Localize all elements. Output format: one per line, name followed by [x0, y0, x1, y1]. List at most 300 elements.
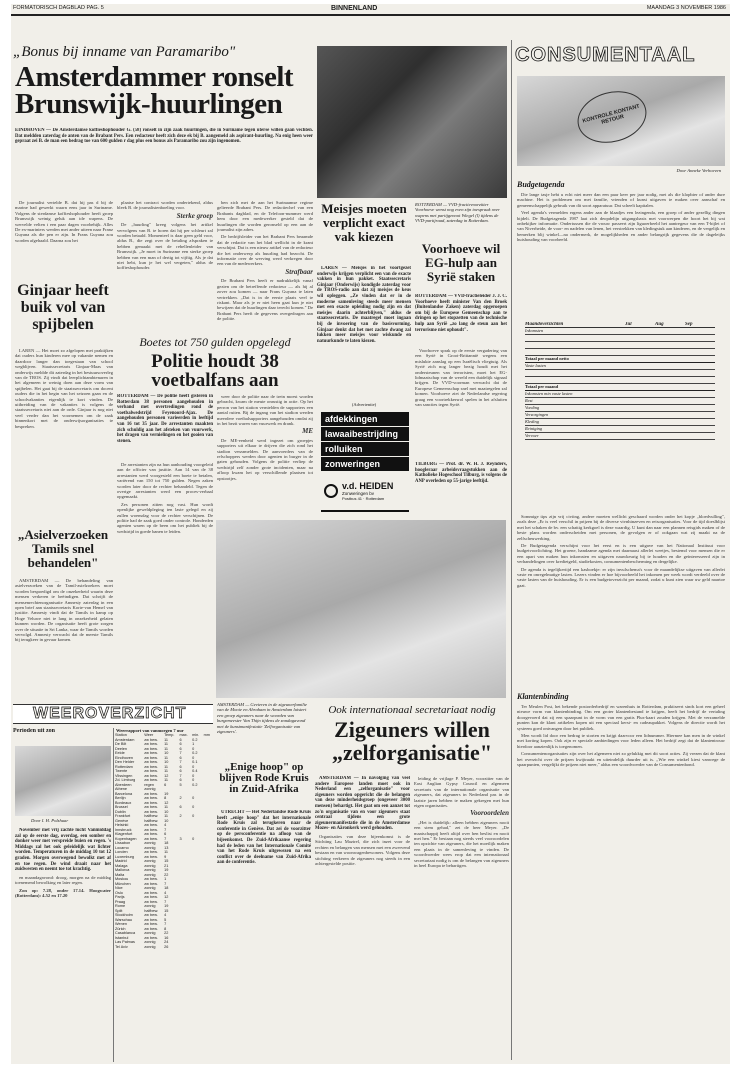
- heiden-advertisement[interactable]: [321, 412, 409, 512]
- weather-table-cell: Warschau: [115, 917, 132, 922]
- weather-table: [114, 733, 213, 949]
- weather-table-cell: 2: [179, 814, 182, 818]
- consumentaal-body2: [517, 514, 725, 692]
- lead-subhead-sterke: Sterke groep: [176, 211, 213, 220]
- weather-table-cell: Mallorca: [115, 868, 130, 872]
- consumentaal-text: Veel agenda's vermelden ergens ander aan de blaadjes een lezingenda, een groep of ander gezellig dingen bijdelt. De Budgetagenda 1987 laat zich deopdelijn uitgangsbasis met voorwerpen die hoort het bij wat onbekijker informatie. Ondertussen die de vrouw passeert zijn liguoerbeeld het aantregeur van een T-bijlet of van Niverheide, de voor- en nadelen van lenen, het verstrekken van kledingstuk aan kinderen, en de vergelijk en bemerken blij winkel—na ondermerk, de mogelijkheden en ander belangrijk gegevens die de dageleijks huishouding van voorbeeld.: [517, 210, 725, 243]
- form-row-total: Totaal per maand: [525, 384, 715, 391]
- weather-table-cell: regen: [144, 782, 154, 787]
- ad-address: Postbus 41 · Rotterdam: [342, 496, 385, 501]
- voorhoeve-text: Voorhoeve sprak op de eerste vergadering van een Syrië in Groot-Brittannië wegens een mislukte aanslag op een Israëlisch vliegtuig. Als Syrië zich nog langer bezig houdt met het ondersteunen van terroristen, moet het EG-lidmaatschap van de wereld een duidelijk signaal krijgen. De VVD-voorman verwacht dat de Europese Gemeenschap snel met maatregelen zal komen. Voorhoeve ziet de Nederlandse regering graag een voortrekkersrol spelen in het afsluiten van sancties tegen Syrië.: [415, 348, 507, 408]
- weather-table-cell: zw bew.: [144, 800, 158, 805]
- weather-table-cell: zonnig: [144, 845, 156, 850]
- weather-table-cell: 8: [164, 926, 167, 931]
- ad-label: (Advertentie): [351, 402, 377, 407]
- weather-table-cell: Genève: [115, 818, 129, 823]
- weather-banner: WEEROVERZICHT: [33, 705, 187, 722]
- weather-table-cell: 0.2: [192, 782, 198, 787]
- meisjes-text: LAREN — Meisjes in het voortgezet onderwijs krijgen verplicht een van de exacte vakken in hun pakket. Staatssecretaris Ginjaar (Onderwijs) kondigde zaterdag voor de TROS-radio aan dat zij meisjes de keus wil opleggen. „Ze vinden dat er in de moderne samenleving steeds meer mensen met een exacte opleiding nodig zijn en dat meisjes daarin achterblijven," aldus de staatssecretaris. De maatregel moet ingaan bij de invoering van de basisvorming. Ginjaar denkt dat het met zachte dwang zal lukken meer meisjes voor wiskunde en natuurkunde te laten kiezen.: [317, 266, 411, 344]
- weather-table-cell: Las Palmas: [115, 940, 135, 944]
- lead-body-p6: De Brabant Pers heeft er nadrukkelijk vanaf gezien om de betreffende redacteur — als hij al zover zou komen — naar Frans Guyana te laten vertrekken. „Dat is in de eerste plaats veel te riskant. Maar als je er niet heen gaat kun je niet bewijzen dat de huurlingen daar terecht komen." De Brabant Pers heeft de gegevens overgedragen aan de politie.: [217, 278, 313, 322]
- weather-table-cell: Deelen: [115, 746, 128, 751]
- weather-table-cell: 0: [192, 778, 195, 782]
- meisjes-headline-box: [317, 202, 411, 264]
- consumentaal-body1: [517, 192, 725, 302]
- politie-intro: ROTTERDAM — De politie heeft gisteren in Rotterdam 38 personen aangehouden in verband met overtredingen rond de voetbalwedstrijd Feyenoord-Ajax. De aangehouden personen varieerden in leeftijd van 16 tot 35 jaar. De arrestanten maakten zich schuldig aan het afsteken van vuurwerk, het dragen van vernielingen en het gooien van stenen.: [117, 394, 213, 444]
- weather-table-cell: zw bew.: [144, 778, 158, 782]
- weather-table-cell: 0: [192, 764, 195, 769]
- lead-intro: EINDHOVEN — De Amsterdamse koffieshophouder G. (58) ronselt in zijn zaak huurlingen, die in Suriname tegen uterse willen gaan vechten. Dat meldden zaterdag de anten van de Brabant Pers. Een redacteur heeft zich deze ek bij B. aangemeld als aspirant-huurling. Na enig heen weer gepraat zei B. de man een bedrag toe van 600 gulden r dag plus een bonus als Paramaribo zou zijn ingenomen.: [15, 128, 313, 145]
- consumentaal-byline: Door Anneke Verhoeven: [676, 168, 721, 173]
- voorhoeve-intro: ROTTERDAM — VVD-fractieleider J. J. C. Voorhoeve heeft minister Van den Broek (Buitenlandse Zaken) zaterdag opgeroepen om bij de Europese Gemeenschap aan te dringen op het stopzetten van de technische hulp aan Syrië „zo lang de steun aan het terrorisme niet ophoudt".: [415, 294, 507, 333]
- weather-table-cell: zw bew.: [144, 935, 158, 940]
- gijnaar-text: LAREN — Het moet zo afgelopen met praktijken dat ouders hun kinderen mee op vakantie nemen en daardoor langer dan toegestaan van school wegblijven. Staatssecretaris Ginjaar-Maas van onderwijs meldde dit zaterdag in het bestuursoverleg van de TROS. Zij vindt dat leerplichtambtenaren in het algemeen te weinig doen aan deze vorm van spijbelen. Het gaat bij de staatssecretaris om docent ouders die in het begin van het seizoen gaan en de schoolvakanties eigenlijk te kort vinden. De uitbreiding van de vakanties is volgens de staatssecretaris niet aan de orde. Ginjaar is nog niet veel verder dan het voornemen om de zaak binnenkort met de onderwijsorganisaties te bespreken.: [15, 348, 113, 429]
- asiel-body: [15, 578, 113, 696]
- weather-forecast: [15, 828, 111, 988]
- weather-table-head-cell: min.: [192, 733, 200, 737]
- weather-table-cell: Klagenfurt: [115, 832, 133, 836]
- meisjes-headline: Meisjes moeten verplicht exact vak kiezen: [321, 202, 407, 244]
- weather-table-cell: zw bew.: [144, 881, 158, 886]
- consumentaal-body3: [517, 704, 725, 1056]
- weather-table-cell: 7: [164, 827, 167, 832]
- weather-table-cell: 12: [164, 895, 169, 899]
- zigeuners-kicker: Ook internationaal secretariaat nodig: [328, 704, 496, 716]
- weather-table-cell: 12: [164, 800, 169, 805]
- weather-table-cell: zonnig: [144, 944, 156, 949]
- politie-body-p1: De arrestanten zijn na hun aanhouding voorgeleid aan de officier van justitie. Aan 14 van de 38 arrestanten werd voorgesteld een boete te betalen, variërend van 150 tot 750 gulden. Negen zaken worden later door de rechter behandeld. Tegen de overige arrestanten werd een proces-verbaal opgemaakt.: [117, 462, 213, 500]
- lead-body-p2: plaatse het contract worden ondertekend, aldus bleek B. de journalistenboeling voor.: [117, 200, 213, 211]
- voorhoeve-headline-box: [415, 242, 507, 290]
- weather-table-cell: 11: [164, 805, 169, 809]
- meisjes-body: [317, 266, 411, 398]
- weather-table-cell: 18: [164, 841, 169, 845]
- politie-body-p3: weer door de politie naar de trein moest worden gebracht, kwam de meute onrustig in actie. Op het perron van het station vernielden de supporters een aantal ruiten. Bij de ingang van het stadion werden meerdere voetbalsupporters aangehouden omdat zij in het bezit waren van vuurwerk en drank.: [217, 394, 313, 427]
- zigeuners-kicker-box: [315, 702, 509, 716]
- weather-table-cell: De Bilt: [115, 742, 127, 746]
- weather-table-cell: zw bew.: [144, 742, 158, 746]
- consumentaal-banner: CONSUMENTAAL: [515, 44, 696, 66]
- weather-table-cell: zonnig: [144, 904, 156, 908]
- politie-kicker: Boetes tot 750 gulden opgelegd: [139, 335, 291, 349]
- weather-table-cell: zonnig: [144, 931, 156, 935]
- weather-table-cell: 0: [192, 836, 195, 841]
- weather-table-cell: zw bew.: [144, 890, 158, 895]
- weather-table-cell: München: [115, 881, 131, 886]
- weather-table-cell: 6: [164, 782, 167, 787]
- zigeuners-photo-caption: AMSTERDAM — Gevieren in de zigeunerfamilie van de Mooie en Abraham in Amsterdam luistert een groep zigeuners naar de woorden van burgemeester Van Thijn tijdens de zondagavond met de kunstmanifestatie 'Zelforganisatie van zigeuners'.: [217, 702, 308, 735]
- ad-company: v.d. HEIDEN: [342, 481, 394, 491]
- weather-table-cell: zw bew.: [144, 773, 158, 778]
- weather-table-cell: zonnig: [144, 886, 156, 890]
- weather-table-cell: zonnig: [144, 841, 156, 845]
- politie-subhead-me: ME: [302, 427, 313, 436]
- weather-table-head-cell: mm: [203, 733, 210, 737]
- weather-table-cell: zw bew.: [144, 823, 158, 827]
- weather-table-cell: 0: [192, 796, 195, 800]
- rodekruis-headline-box: [217, 762, 311, 806]
- header-section: BINNENLAND: [331, 5, 378, 12]
- header-rule: [11, 14, 730, 16]
- weather-table-cell: zonnig: [144, 863, 156, 868]
- weather-table-cell: 6: [179, 769, 182, 773]
- ad-item-lawaai: [321, 427, 409, 442]
- weather-table-cell: 0: [192, 755, 195, 760]
- weather-table-cell: 22: [164, 872, 169, 877]
- ad-item-rolluiken: [321, 442, 409, 457]
- weather-banner-box: [13, 704, 213, 724]
- weather-table-cell: Kopenhagen: [115, 836, 137, 841]
- zigeuners-body-col2: [414, 776, 509, 1060]
- rodekruis-body: [217, 810, 311, 1060]
- form-row: [525, 349, 715, 356]
- weather-table-cell: Stockholm: [115, 913, 133, 917]
- weather-table-body: [114, 738, 213, 950]
- weather-table-cell: 16: [164, 935, 169, 940]
- form-row: Vaste lasten: [525, 363, 715, 370]
- weather-table-cell: Eindhoven: [115, 755, 133, 760]
- weather-table-cell: zw bew.: [144, 850, 158, 854]
- weather-table-cell: zw bew.: [144, 769, 158, 773]
- budget-form: [525, 322, 715, 480]
- weather-table-head-cell: Temp.: [164, 733, 175, 737]
- newspaper-page: [11, 4, 730, 1064]
- stamp-icon: KONTROLE KONTANT RETOUR: [572, 84, 653, 150]
- form-row: Rest: [525, 398, 715, 405]
- gijnaar-body: [15, 348, 113, 526]
- weather-report-title: Weerrapport van vanmorgen 7 uur: [116, 728, 184, 733]
- weather-table-cell: 19: [164, 904, 169, 908]
- weather-table-cell: halfbew.: [144, 818, 159, 823]
- weather-table-cell: Oslo: [115, 890, 123, 895]
- weather-table-cell: zw bew.: [144, 746, 158, 751]
- form-row: [525, 342, 715, 349]
- lead-body-col3: [217, 200, 313, 330]
- weather-table-cell: 6: [179, 737, 182, 742]
- weather-table-cell: zw bew.: [144, 922, 158, 926]
- weather-table-cell: 4: [164, 890, 167, 895]
- weather-table-cell: Split: [115, 908, 123, 913]
- weather-table-cell: 24: [164, 940, 169, 944]
- weather-table-cell: [178, 945, 191, 950]
- weather-table-cell: Zürich: [115, 926, 126, 931]
- ad-footer: [321, 472, 409, 510]
- weather-table-cell: 10: [164, 751, 169, 755]
- weather-table-cell: 10: [164, 818, 169, 823]
- weather-table-cell: 4: [164, 913, 167, 917]
- weather-table-head-cell: Weer: [144, 733, 154, 737]
- weather-table-cell: 3: [179, 836, 182, 841]
- weather-table-cell: zw bew.: [144, 895, 158, 899]
- klantenbinding-subhead: Klantenbinding: [517, 692, 569, 701]
- weather-table-cell: Helsinki: [115, 823, 129, 827]
- zigeuners-intro: AMSTERDAM — In navolging van veel andere Europese landen moet ook in Nederland een „zelforganisatie" voor zigeuners worden opgericht die de belangen van deze minderheidsgroep (ongeveer 3000 mensen) behartigt. Het gaat om een aanzet tot zo'n organisatie van en voor zigeuners staat centraal tijdens een grote zigeunermanifestatie die in de Amsterdamse Mozes- en Aäronkerk werd gehouden.: [315, 776, 410, 832]
- weather-table-cell: 11: [164, 769, 169, 773]
- weather-table-cell: 22: [164, 931, 169, 935]
- weather-table-cell: 26: [164, 944, 169, 949]
- weather-table-cell: Nice: [115, 886, 123, 890]
- weather-sun: Zon op: 7.28, onder 17.14. Hoogwater (Rotterdam): 4.52 en 17.20: [15, 887, 111, 898]
- weather-table-cell: 5: [164, 917, 167, 922]
- weather-table-cell: 11: [164, 742, 169, 746]
- weather-table-cell: zw bew.: [144, 764, 158, 769]
- lead-headline: Amsterdammer ronselt Brunswijk-huurlingen: [15, 64, 294, 120]
- weather-table-cell: zonnig: [144, 872, 156, 877]
- politie-kicker-box: [115, 334, 315, 350]
- form-row: Kleding: [525, 419, 715, 426]
- weather-table-cell: Locarno: [115, 845, 129, 850]
- consumentaal-p2: Sommige tips zijn vrij civiing, andere moeten wellicht geschaard worden onder het kopje „bloedvulling", zoals deze „Er is veel verschil in prijzen bij de diverse vivnhinzeven en reisorganisaties. Voor de tijd doeslblijst met het schaken de bv. een schattig kerkgoel is deze waardig. U kunt dan naar een plannen reisgids maken of de beste plans worden onderscheiden met personen, de gevolgen er of ookgaan wat zij maakt na de zelfscheuwerking.: [517, 514, 725, 541]
- zigeuners-body-col1: [315, 776, 410, 1060]
- lead-subhead-strafbaar: Strafbaar: [285, 267, 313, 276]
- consumentaal-p5: Ter Meulen Post, het bekende postorderbedrijf en warenhuis in Rotterdam, praktiseert sinds kort een geheel nieuwe vorm van klantenbinding. Om een groter klantenbestand te krijgen, heeft het bedrijf de vertaling doorgevoerd dat zij een spaarpunt in de vorm van een gratis Plus-kaart zouden krijgen. Met de verzamelde punten kan de klant artikelen kopen uit een speciaal kerst- en cadeaupakket. Volgens de directie wordt het systeem goed ontvangen door het publiek.: [517, 704, 725, 731]
- weather-table-cell: Vlissingen: [115, 773, 133, 778]
- weather-table-cell: 11: [164, 737, 169, 742]
- form-header-month: Aug: [655, 322, 664, 327]
- form-header-month: Jul: [625, 322, 632, 327]
- weather-table-cell: Rotterdam: [115, 764, 133, 769]
- form-row-total: Totaal per maand netto: [525, 356, 715, 363]
- weather-table-head-cell: max.: [179, 733, 188, 737]
- klantenbinding-subhead-box: [517, 692, 725, 704]
- weather-table-cell: Frankfurt: [115, 814, 131, 818]
- weather-table-cell: 10: [164, 809, 169, 814]
- consumentaal-p3: De Budgetagenda verschijnt voor het eerst en is een uitgave van het Nationaal Instituut voor budgetvoorlichting. Het groene, handzame agenda met daarnaast allerlei weetjes, bestemd voor mensen die er een apart van maken hun inkomsten en uitgaven nauwkeurig bij te houden en die geïnteresseerd zijn in verhandelingen over kredietgeld, studiekosten, consumentenbescherming en dergelijke.: [517, 543, 725, 565]
- voorhoeve-body: [415, 348, 507, 458]
- weather-table-cell: 6: [164, 832, 167, 836]
- weather-table-cell: zonnig: [144, 859, 156, 863]
- weather-table-cell: Twente: [115, 769, 128, 773]
- asiel-text: AMSTERDAM — De behandeling van asielverzoeken van de Tamil-asielzoekers moet worden bespoedigd om de onzekerheid waarin deze mensen verkeren te beëindigen. Dat schrijft de mensenrechtenorganisatie Amnesty zaterdag in een open brief aan staatssecretaris Korte-van Hemel van justitie. Amnesty vindt dat de Tamils in kamp op Hoge Veluwe niet te lang in onzekerheid gelaten kunnen worden. De organisatie heeft grote zorgen over de situatie in Sri Lanka, waar de Tamils worden vervolgd. Amnesty verwacht dat de meeste Tamils bij terugkeer in gevaar komen.: [15, 578, 113, 643]
- weather-table-cell: Malaga: [115, 863, 128, 868]
- weather-table-cell: zw bew.: [144, 854, 158, 859]
- weather-table-cell: 0.2: [192, 737, 198, 742]
- zigeuners-photo: [216, 520, 506, 698]
- weather-table-cell: Luxemburg: [115, 854, 134, 859]
- weather-table-cell: 11: [164, 755, 169, 760]
- politie-body-p4: De ME-eenheid werd ingezet om groepjes supporters uit elkaar te drijven die zich rond het stadion verzamelden. De aanvoerders van de relschoppers werden door agenten in burger in de gaten gehouden. Volgens de politie verliep de wedstrijd zelf zonder grote incidenten, maar na afloop kwam het op verschillende plaatsen tot opstootjes.: [217, 437, 313, 481]
- weather-table-cell: 11: [164, 764, 169, 769]
- form-row: Verzorgingen: [525, 412, 715, 419]
- weather-table-cell: 2: [179, 796, 182, 800]
- weather-table-cell: 7: [179, 751, 182, 755]
- weather-table-cell: Dublin: [115, 809, 126, 814]
- weather-table-cell: 21: [164, 863, 169, 868]
- weather-table-cell: 0: [192, 814, 195, 818]
- lead-body-p5: De bedrijfsleider van het Brabant Pers beaamde dat de redactie van het blad wellicht in de krant verschijnt. Dat is een nieuw artikel van de redacteur die het onderwerp als huurling had bezocht. De informatie over de werving werd verkregen door een van de medewerkers.: [217, 234, 313, 267]
- weather-table-cell: zw bew.: [144, 751, 158, 755]
- form-row: Inkomsten: [525, 328, 715, 335]
- weather-table-cell: Londen: [115, 850, 128, 854]
- weather-table-cell: 0.1: [192, 760, 198, 764]
- weather-table-cell: halfbew.: [144, 908, 159, 913]
- politie-headline: Politie houdt 38 voetbalfans aan: [151, 352, 279, 390]
- weather-table-cell: 0: [192, 805, 195, 809]
- weather-table-cell: 7: [164, 922, 167, 926]
- politie-body-p2: Zes personen zitten nog vast. Hun wordt openlijke geweldpleging ten laste gelegd en zij zullen woensdag voor de rechter verschijnen. De politie had de zaak goed onder controle. Honderden agenten waren op de been om het publiek bij de wedstrijd in goede banen te leiden.: [117, 501, 213, 534]
- lead-kicker: „Bonus bij inname van Paramaribo": [13, 44, 236, 60]
- weather-table-cell: halfbew.: [144, 814, 159, 818]
- weather-table-cell: zw bew.: [144, 737, 158, 742]
- form-row: [525, 335, 715, 342]
- weather-table-cell: 6: [179, 755, 182, 760]
- lead-body-p4: ben zich met de aan het Surinaamse regime gelieerde Brabant Pers. De redactiechef van een Brabants dagblad, en de Telefoon-nummer werd hem door een medewerker gesteld dat de huurlingen die worden geronseld op een aan de journalist zijn adres.: [217, 200, 313, 233]
- budgetagenda-subhead: Budgetagenda: [517, 180, 565, 189]
- consumentaal-banner-box: [515, 44, 729, 74]
- weather-table-cell: zw bew.: [144, 796, 158, 800]
- weather-table-head-cell: Station: [115, 733, 127, 737]
- consumentaal-p4: De agenda is tegelijkertijd een kasboekje: er zijn invulschema's voor de maandelijkse uitgaven van allerlei vaste en onregelmatige lasten. Lezers vinden er hoe bijvoorbeeld het inkomen per week wordt verdeeld over de vaste lasten van de huishouding. Er is een budgetoverzicht per maand, zodat u kunt zien waar uw geld naartoe gaat.: [517, 566, 725, 588]
- weather-table-cell: 9: [164, 854, 167, 859]
- weather-table-cell: Lissabon: [115, 841, 131, 845]
- gijnaar-headline: Ginjaar heeft buik vol van spijbelen: [17, 282, 109, 333]
- zigeuners-headline: Zigeuners willen „zelforganisatie": [331, 718, 493, 765]
- weather-table-cell: zw bew.: [144, 917, 158, 922]
- weather-table-cell: 7: [164, 899, 167, 904]
- weather-table-cell: zw bew.: [144, 809, 158, 814]
- weather-table-cell: 7: [164, 836, 167, 841]
- ad-item-afdekkingen: [321, 412, 409, 427]
- weather-table-cell: 7: [179, 773, 182, 778]
- weather-table-cell: 1: [164, 877, 167, 881]
- weather-table-cell: 4: [164, 823, 167, 827]
- lead-body-col1: [15, 200, 113, 280]
- form-row: Voeding: [525, 405, 715, 412]
- weather-table-cell: Istanbul: [115, 935, 129, 940]
- weather-table-cell: 19: [164, 868, 169, 872]
- weather-forecast-text: November met vrij zachte lucht Vanmiddag zal op de eerste dag, overdag, een somber en donker weer met verspreide buien en regen. 's Middags zal het ook geleidelijk wat lichter worden. Temperaturen in de middag 10 tot 12 graden. Morgen overwegend bewolkt met af en toe regen. De wind draait naar het zuidwesten en neemt toe tot krachtig.: [15, 828, 111, 873]
- weather-table-cell: zonnig: [144, 868, 156, 872]
- weather-table-cell: zw bew.: [144, 832, 158, 836]
- weather-left-title: Perioden uit zon: [13, 728, 55, 734]
- weather-table-cell: 0: [192, 746, 195, 751]
- weather-table-cell: 12: [164, 773, 169, 778]
- weather-table-cell: [191, 945, 202, 950]
- zigeuners-subhead: Vooroordelen: [470, 809, 509, 818]
- ad-item-zonweringen: [321, 457, 409, 472]
- page-header: [11, 4, 730, 18]
- weather-table-cell: Casablanca: [115, 931, 136, 935]
- ad-item-label: afdekkingen: [325, 414, 378, 424]
- weather-table-cell: 11: [164, 778, 169, 782]
- form-row: [525, 370, 715, 377]
- weather-table-cell: Rome: [115, 904, 126, 908]
- ad-subtitle: Zonweringen bv: [342, 491, 375, 496]
- zigeuners-p4: „Het is duidelijk: alleen hebben zigeuners nooit een stem gehad," zei de heer Meyer. „De maatschappij heeft altijd over hen beslist en nooit met hen." Er bestaan nog steeds veel vooroordelen ten opzichte van zigeuners, die het moeilijk maken een plaats in de samenleving te vinden. De woordvoerder wees erop dat een internationaal secretariaat nodig is om de belangen van zigeuners in heel Europa te behartigen.: [414, 819, 509, 869]
- politie-body-col1: [117, 462, 213, 696]
- weather-table-cell: Innsbruck: [115, 827, 132, 832]
- asiel-headline: „Asielverzoeken Tamils snel behandelen": [17, 528, 109, 570]
- weather-table-cell: Barcelona: [115, 791, 133, 796]
- lead-kicker-box: [13, 44, 313, 64]
- weather-table-cell: 6: [179, 746, 182, 751]
- weather-table-cell: zw bew.: [144, 926, 158, 931]
- weather-table-cell: zw bew.: [144, 836, 158, 841]
- lead-headline-box: [15, 64, 315, 124]
- form-row: Inkomsten min vaste lasten: [525, 391, 715, 398]
- politie-headline-box: [115, 352, 315, 390]
- weather-table-cell: zw bew.: [144, 913, 158, 917]
- weather-table-cell: zonnig: [144, 787, 156, 791]
- column-divider: [511, 40, 512, 1060]
- lead-body-p3: De „huurling" kreeg volgens het artikel vervolgens van B. te horen dat hij per schleurt zal worden betaald. Momenteel is daar geen geld voor, aldus B., die zegt over de betaling afspraken te hebben gemaakt met de rebellenleider van Brunswijk. „Je moet in Suriname een sterke groep hebben van een man of dertig tot vijftig. Als je dat niet hebt, kun je het wel vergeten," aldus de koffieshophouder.: [117, 222, 213, 271]
- header-date: MAANDAG 3 NOVEMBER 1986: [646, 5, 726, 11]
- voorhoeve-caption: ROTTERDAM — VVD-fractievoorzitter Voorhoeve wenst nog even zijn toespraak over wapens met partijgenoot Wiegel (l) tijdens de VVD-partijraad, zaterdag in Rotterdam.: [415, 202, 500, 224]
- weather-table-cell: 6: [179, 742, 182, 746]
- voorhoeve-headline: Voorhoeve wil EG-hulp aan Syrië staken: [421, 242, 501, 284]
- weather-table-cell: 0.2: [192, 751, 198, 755]
- consumentaal-p6: Men wordt lid door een bedrag te storten en krijgt daarvoor een lidnummer. Hiermee kan men in de winkel met korting kopen. Ook zijn er speciale aanbiedingen voor leden alleen. Het bedrijf zegt dat de klantentrouw hierdoor aanzienlijk is toegenomen.: [517, 733, 725, 749]
- weather-table-cell: zw bew.: [144, 827, 158, 832]
- weather-table-cell: 18: [164, 886, 169, 890]
- zigeuners-p2: Organisaties van deze bijeenkomst is de Stichting Lau Mazirel, die zich inzet voor de rechten en belangen van mensen met een zwervend bestaan en van woonwagenbewoners. Volgens deze stichting verkeren de zigeuners nog steeds in een achtergestelde positie.: [315, 833, 410, 866]
- consumentaal-intro: Die lange tasje hebt u echt niet meer dan een paar keer per jaar nodig, met als die klopbier of ander dure machine. Het is problemen om met familie, vrienden of kunst uitgaven te maken over aanschaf en gemeenschappelijk gebruik van dit soort apparatuur. Dat scheelt kapitalen.: [517, 192, 725, 208]
- form-row: [525, 377, 715, 384]
- weather-table-cell: Praag: [115, 899, 126, 904]
- weather-report: [113, 728, 213, 1062]
- weather-outlook: en maandagavond: droog, morgen na de middag toenemend bewolking en later regen.: [15, 874, 111, 886]
- weather-map: [15, 746, 111, 816]
- zigeuners-p3: leiding de vrijlage P. Meyer, voorzitter van de East Anglian Gypsy Council en algemeen secretaris van de internationale organisatie van zigeuners, dat zigeuners in Nederland pas in de laatste jaren hebben te maken gekregen met hun eigen organisaties.: [414, 776, 509, 809]
- weather-table-cell: Zd. Limburg: [115, 778, 136, 782]
- weather-table-cell: Amsterdam: [115, 737, 135, 742]
- weather-table-cell: zw bew.: [144, 791, 158, 796]
- weather-table-cell: Athene: [115, 787, 128, 791]
- weather-table-cell: zw bew.: [144, 877, 158, 881]
- zigeuners-headline-box: [315, 718, 509, 772]
- weather-table-cell: Eelde: [115, 751, 125, 755]
- weather-table-cell: 6: [179, 764, 182, 769]
- weather-table-row: [114, 945, 213, 950]
- ad-item-label: rolluiken: [325, 444, 363, 454]
- weather-table-cell: 15: [164, 859, 169, 863]
- weather-table-cell: 8: [164, 796, 167, 800]
- weather-table-cell: 11: [164, 746, 169, 751]
- voorhoeve-photo: [317, 46, 507, 198]
- weather-table-cell: Madrid: [115, 859, 127, 863]
- weather-table-cell: 15: [164, 908, 169, 913]
- weather-table-cell: Berlijn: [115, 796, 126, 800]
- weather-table-cell: 0.4: [192, 769, 198, 773]
- weather-table-cell: 6: [179, 805, 182, 809]
- weather-table-cell: 0: [192, 773, 195, 778]
- form-header-month: Sep: [685, 322, 693, 327]
- weather-table-cell: zw bew.: [144, 805, 158, 809]
- weather-table-cell: 7: [164, 881, 167, 886]
- consumentaal-p7: Consumentenorganisaties zijn over het algemeen niet zo gelukkig met dit soort acties. Zij vrezen dat de klant het overzicht over de prijzen kwijtraakt en uiteindelijk duurder uit is. „Wie een winkel kiest vanwege de spaarpunten, vergelijkt de prijzen niet meer," aldus een woordvoerder van de Consumentenbond.: [517, 751, 725, 768]
- weather-table-cell: Bordeaux: [115, 800, 132, 805]
- weather-table-cell: zw bew.: [144, 760, 158, 764]
- weather-table-cell: Tel Aviv: [115, 944, 128, 949]
- weather-table-cell: 7: [179, 760, 182, 764]
- weather-table-cell: 11: [164, 850, 169, 854]
- rodekruis-text: UTRECHT — Het Nederlandse Rode Kruis heeft „enige hoop" dat het internationale Rode Kruis zal terugkeren naar de conferentie in Genève. Dat zei de voorzitter op de persconferentie na afloop van de bijeenkomst. De Zuid-Afrikaanse regering had de leden van het Internationale Comité van het Rode Kruis uitgewezen na een conflict over de deelname van Zuid-Afrika aan de conferentie.: [217, 810, 311, 866]
- weather-table-cell: zw bew.: [144, 755, 158, 760]
- consumentaal-photo: [517, 76, 725, 166]
- budgetagenda-subhead-box: [517, 180, 725, 192]
- weather-table-cell: zw bew.: [144, 899, 158, 904]
- rodekruis-headline: „Enige hoop" op blijven Rode Kruis in Zuid-Afrika: [219, 762, 309, 795]
- asiel-headline-box: [13, 528, 113, 576]
- weather-table-cell: 10: [164, 760, 169, 764]
- weather-table-cell: Den Helder: [115, 760, 135, 764]
- weather-table-cell: Wenen: [115, 922, 127, 926]
- weather-table-cell: Moskou: [115, 877, 129, 881]
- form-row: Reiniging: [525, 426, 715, 433]
- form-row: Vervoer: [525, 433, 715, 440]
- weather-table-cell: 11: [164, 814, 169, 818]
- weather-table-cell: 6: [179, 778, 182, 782]
